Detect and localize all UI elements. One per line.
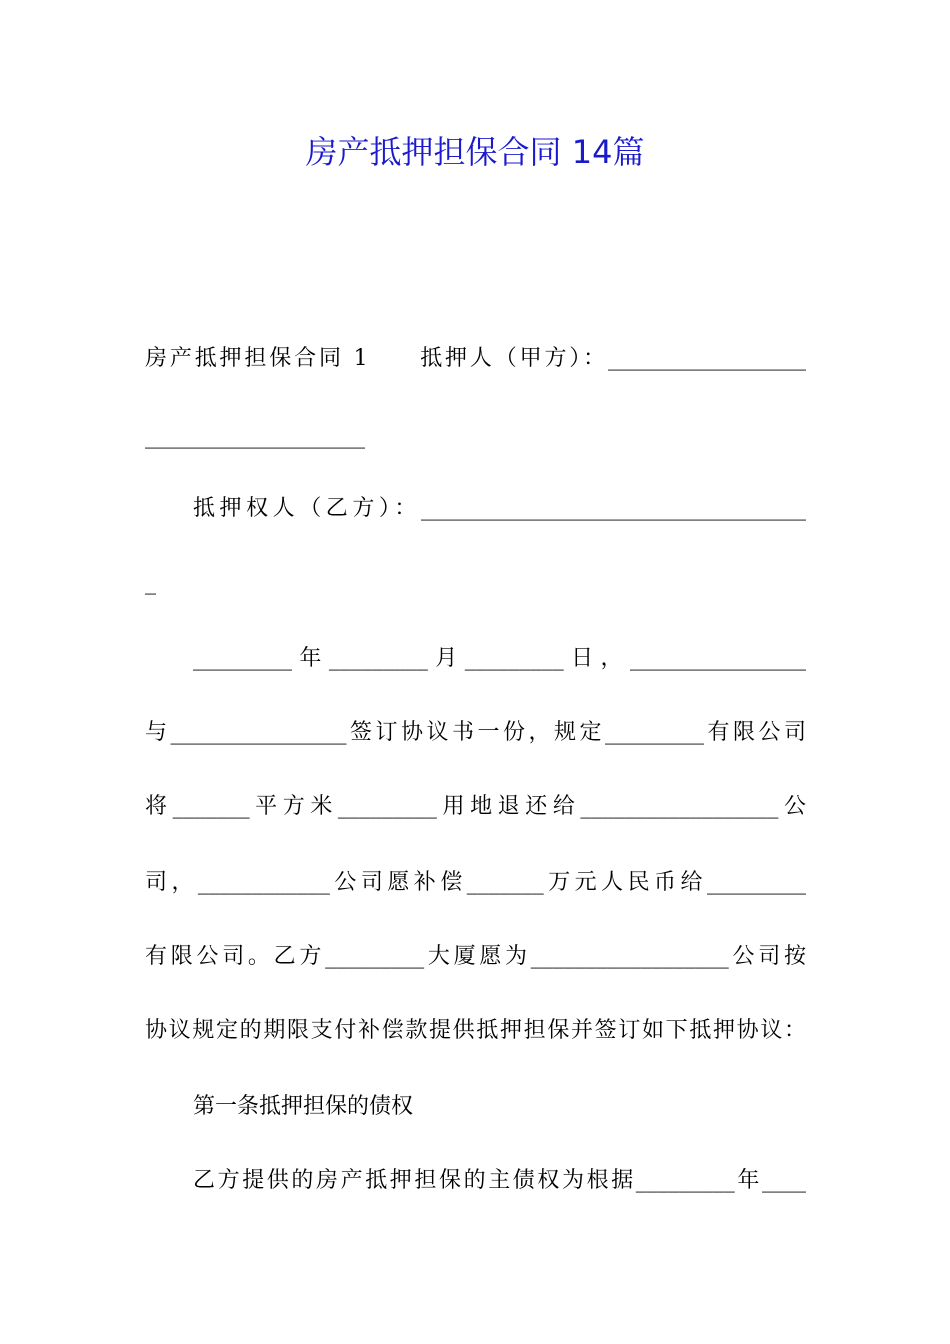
paragraph-line-2: ____________________ [145, 424, 365, 449]
paragraph-line-5: _________年_________月_________日，________________ [193, 646, 806, 671]
paragraph-line-9: 有限公司。乙方_________大厦愿为__________________公司按 [145, 944, 806, 969]
paragraph-line-7: 将_______平方米_________用地退还给__________________公 [145, 794, 806, 819]
paragraph-line-6: 与________________签订协议书一份，规定_________有限公司 [145, 720, 806, 745]
section-heading: 第一条抵押担保的债权 [193, 1094, 414, 1119]
paragraph-line-8: 司，____________公司愿补偿_______万元人民币给_________ [145, 870, 806, 895]
paragraph-line-4: _ [145, 570, 156, 595]
paragraph-line-10: 协议规定的期限支付补偿款提供抵押担保并签订如下抵押协议： [145, 1018, 806, 1043]
paragraph-line-1: 房产抵押担保合同 1 抵押人（甲方）：__________________ [145, 346, 806, 371]
paragraph-line-12: 乙方提供的房产抵押担保的主债权为根据_________年____ [193, 1168, 806, 1193]
document-title: 房产抵押担保合同 14篇 [305, 133, 645, 171]
paragraph-line-3: 抵押权人（乙方）：___________________________________ [193, 496, 806, 521]
